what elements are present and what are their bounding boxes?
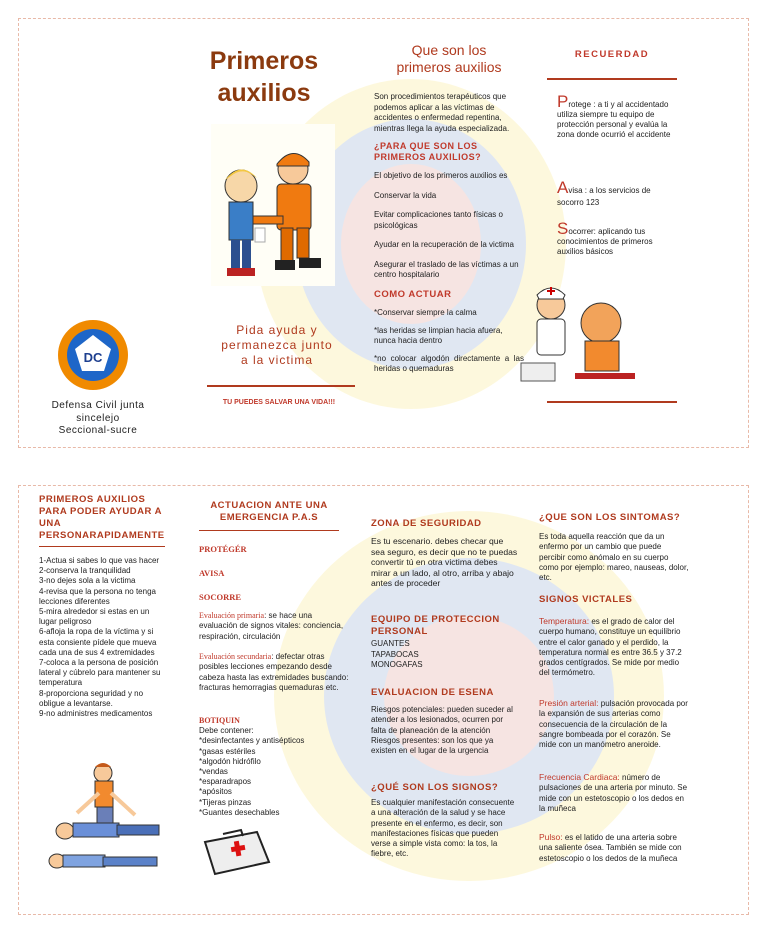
step-item: 2-conserva la tranquilidad — [39, 566, 131, 576]
kit-item: Debe contener: — [199, 726, 254, 736]
brochure-inside — [18, 485, 749, 915]
evaluation-secondary — [199, 652, 349, 693]
pas-socorrer — [557, 219, 677, 257]
rescuer-helping-child-illustration — [211, 124, 335, 286]
intro-paragraph: Son procedimientos terapéuticos que podemos aplicar a las víctimas de accidentes o enfermedad repentina, mientras llega la ayuda especializada. — [374, 92, 510, 133]
pas-protege — [557, 92, 677, 140]
pas-text: ocorrer: aplicando tus conocimientos de primeros auxilios básicos — [557, 227, 653, 256]
org-line: Seccional-sucre — [58, 425, 138, 436]
recuerdad-heading: RECUERDAD — [574, 49, 650, 60]
vital-label: Pulso: — [539, 832, 563, 842]
list-item: *Conservar siempre la calma — [374, 308, 477, 317]
botiquin-heading: BOTIQUIN — [199, 716, 240, 725]
nurse-child-illustration — [517, 281, 637, 395]
step-item: 8-proporciona seguridad y no obligue a levantarse. — [39, 688, 144, 708]
eval-label: Evaluación secundaria — [199, 652, 272, 661]
org-line: Defensa Civil junta — [51, 400, 145, 411]
como-actuar-heading: COMO ACTUAR — [374, 288, 452, 300]
divider-line — [547, 78, 677, 80]
kit-item: *Guantes desechables — [199, 807, 280, 817]
list-item: Evitar complicaciones tanto físicas o psicológicas — [374, 210, 503, 230]
kit-item: *apósitos — [199, 787, 232, 797]
evaluation-primary — [199, 611, 349, 642]
step-item: 3-no dejes sola a la victima — [39, 576, 136, 586]
organization-name — [39, 400, 157, 438]
step-item: 4-revisa que la persona no tenga lecciones diferentes — [39, 586, 156, 606]
title-line: auxilios — [217, 79, 311, 107]
vital-label: Presión arterial: — [539, 698, 599, 708]
initial-letter: S — [557, 219, 569, 238]
sintomas-heading: ¿QUE SON LOS SINTOMAS? — [539, 512, 681, 523]
sintomas-text: Es toda aquella reacción que da un enfermo por un cambio que puede percibir como anómalo en su cuerpo como por ejemplo: mareo, nauseas, dolor, etc. — [539, 532, 689, 583]
vital-pulso — [539, 832, 689, 864]
list-item: El objetivo de los primeros auxilios es — [374, 171, 508, 180]
divider-line — [39, 546, 165, 547]
brochure-outside — [18, 18, 749, 448]
pas-avisa — [557, 178, 677, 209]
section-heading: PRIMEROS AUXILIOS PARA PODER AYUDAR A UNA PERSONARAPIDAMENTE — [39, 494, 165, 541]
section-heading: ACTUACION ANTE UNA EMERGENCIA P.A.S — [210, 500, 328, 523]
eval-text: : defectar otras posibles lecciones empezando desde cabeza hasta las extremidades buscando: fracturas hemorragias quemaduras etc. — [199, 652, 349, 692]
pas-text: visa : a los servicios de socorro 123 — [557, 186, 651, 207]
pas-steps — [199, 544, 344, 603]
vitales-heading: SIGNOS VICTALES — [539, 594, 633, 605]
list-item: Ayudar en la recuperación de la victima — [374, 240, 514, 249]
vital-presion — [539, 698, 689, 750]
signos-heading: ¿QUÉ SON LOS SIGNOS? — [371, 782, 499, 793]
vital-text: número de pulsaciones de una arteria por minuto. Se mide con un estetoscopio o los dedos en la muñeca — [539, 773, 688, 813]
tagline: TU PUEDES SALVAR UNA VIDA!!! — [222, 399, 336, 406]
org-line: sincelejo — [76, 412, 120, 424]
step-item: 1-Actua si sabes lo que vas hacer — [39, 556, 160, 565]
pas-step: PROTÉGÉR — [199, 544, 247, 554]
pas-step: SOCORRE — [199, 592, 242, 602]
evaluacion-text: Riesgos potenciales: pueden suceder al atender a los lesionados, ocurren por falta de planeación de la atención Riesgos presentes: son los que ya existen en el lugar de la urgencia — [371, 705, 513, 756]
vital-frecuencia — [539, 772, 689, 814]
evaluacion-heading: EVALUACION DE ESENA — [371, 687, 494, 698]
kit-item: *gasas estériles — [199, 746, 256, 756]
kit-item: *desinfectantes y antisépticos — [199, 736, 305, 746]
title-line: Primeros — [209, 47, 319, 75]
vital-label: Temperatura: — [539, 616, 590, 626]
signos-text: Es cualquier manifestación consecuente a una alteración de la salud y se hace presente en el enfermo, es decir, son manifestaciones físicas que pueden verse a simple vista como: la tos, la fiebre, etc. — [371, 798, 515, 859]
pas-step: AVISA — [199, 568, 225, 578]
help-line: Pida ayuda y — [236, 323, 318, 337]
title-line: primeros auxilios — [396, 59, 502, 75]
kit-item: *algodón hidrófilo — [199, 756, 261, 766]
vital-label: Frecuencia Cardiaca: — [539, 772, 620, 782]
vital-text: pulsación provocada por la expansión de sus arterias como consecuencia de la circulación de la sangre bombeada por el corazón. Se mide con un manómetro aneroide. — [539, 699, 688, 750]
pas-text: rotege : a ti y al accidentado utiliza siempre tu equipo de protección personal y evalúa la zona donde ocurrió el accidente — [557, 100, 671, 139]
help-message — [215, 323, 339, 368]
step-item: 7-coloca a la persona de posición lateral y cúbrelo para mantener su temperatura — [39, 658, 161, 688]
cpr-illustration — [37, 761, 167, 876]
eval-text: : se hace una evaluación de signos vitales: conciencia, respiración, circulación — [199, 611, 344, 641]
vital-text: es el latido de una arteria sobre una saliente ósea. También se mide con estetoscopio o los dedos de la muñeca — [539, 833, 682, 863]
logo-initials: DC — [83, 350, 103, 365]
kit-item: *vendas — [199, 767, 228, 777]
eval-label: Evaluación primaria — [199, 611, 265, 620]
equipo-heading: EQUIPO DE PROTECCION PERSONAL — [371, 614, 500, 637]
steps-list — [39, 556, 167, 719]
step-item: 6-afloja la ropa de la víctima y si esta consiente pídele que mueva cada una de sus 4 extremidades — [39, 627, 157, 657]
list-item: *no colocar algodón directamente a las heridas o quemaduras — [374, 353, 524, 373]
divider-line — [199, 530, 339, 531]
help-line: a la victima — [240, 353, 314, 367]
initial-letter: P — [557, 92, 569, 111]
step-item: 9-no administres medicamentos — [39, 709, 153, 719]
equipo-item: TAPABOCAS — [371, 649, 419, 659]
first-aid-kit-icon — [197, 824, 275, 880]
zona-text: Es tu escenario. debes checar que sea seguro, es decir que no te puedas convertir tú en otra victima debes mirar a un lado, al otro, arriba y abajo antes de proceder — [371, 536, 518, 589]
help-line: permanezca junto — [221, 338, 333, 352]
main-title — [189, 45, 339, 109]
divider-line — [547, 401, 677, 403]
column-text — [374, 92, 524, 382]
defensa-civil-logo — [57, 319, 129, 391]
botiquin-section — [199, 716, 349, 818]
section-title — [374, 42, 524, 76]
equipo-item: GUANTES — [371, 639, 410, 648]
title-line: Que son los — [411, 42, 487, 58]
zona-heading: ZONA DE SEGURIDAD — [371, 518, 482, 529]
list-item: Asegurar el traslado de las víctimas a un centro hospitalario — [374, 259, 519, 279]
vital-temperatura — [539, 616, 689, 679]
equipo-item: MONOGAFAS — [371, 660, 423, 669]
para-que-heading: ¿PARA QUE SON LOS PRIMEROS AUXILIOS? — [374, 141, 482, 162]
list-item: *las heridas se limpian hacia afuera, nunca hacia dentro — [374, 325, 503, 345]
divider-line — [207, 385, 355, 387]
list-item: Conservar la vida — [374, 190, 437, 200]
kit-item: *Tijeras pinzas — [199, 797, 252, 807]
vital-text: es el grado de calor del cuerpo humano, constituye un equilibrio entre el calor ganado y el perdido, la temperatura normal es entre 36.5 y 37.2 grados centígrados. Se mide por medio del termómetro. — [539, 617, 682, 678]
step-item: 5-mira alrededor si estas en un lugar peligroso — [39, 607, 150, 627]
initial-letter: A — [557, 178, 569, 197]
kit-item: *esparadrapos — [199, 777, 252, 787]
equipo-list — [371, 639, 519, 671]
